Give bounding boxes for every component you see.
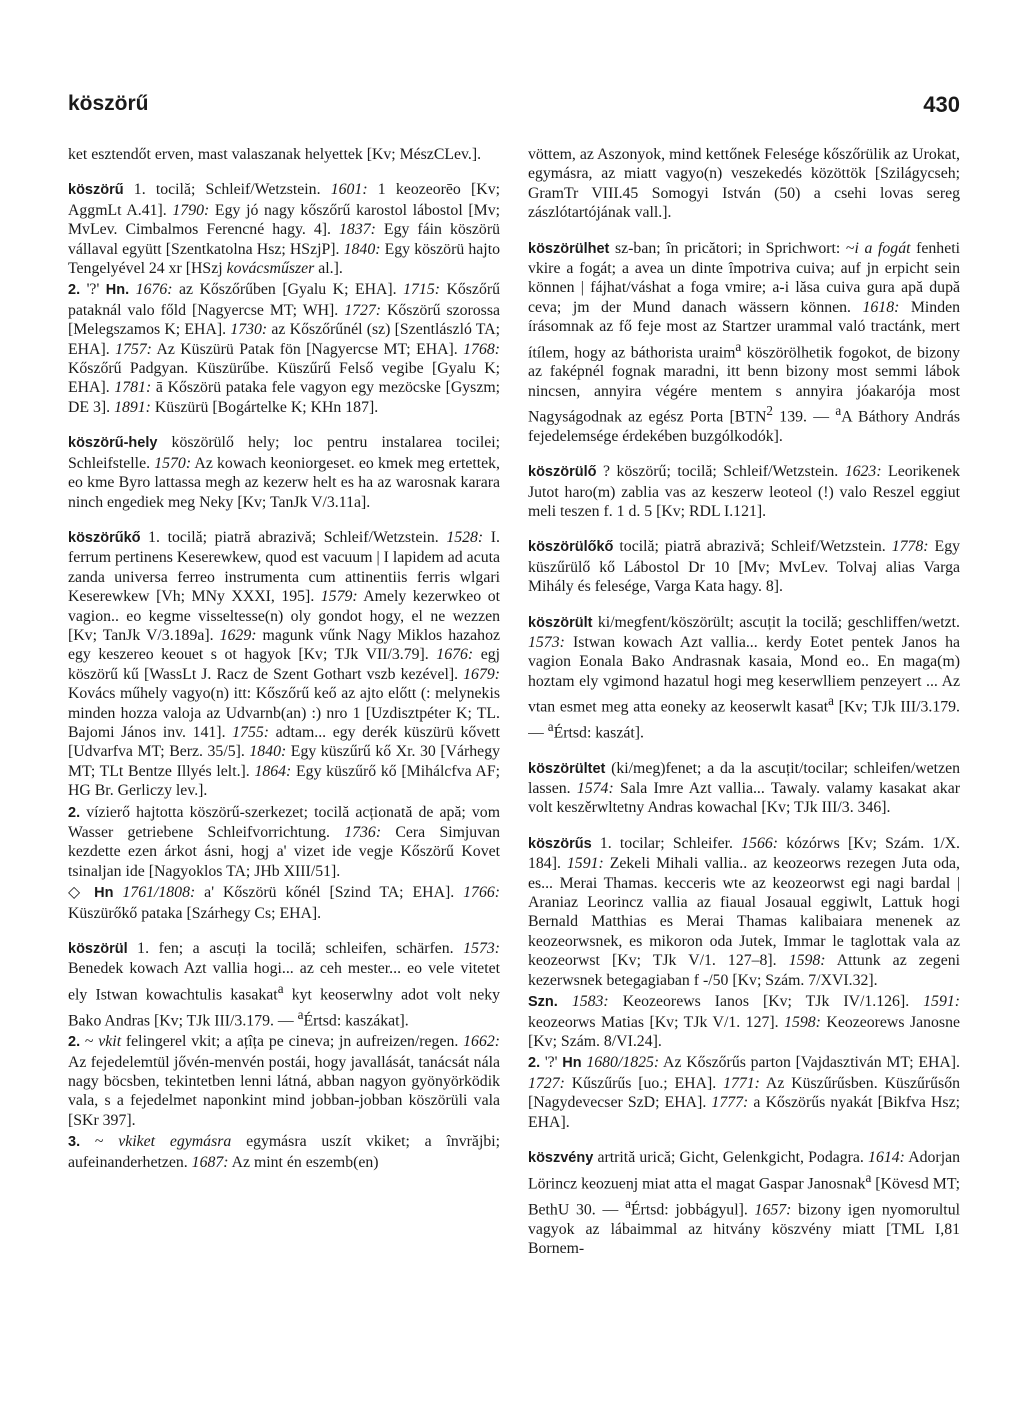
entry-text: Egy küszűrülő kő Lábostol Dr 10 [Mv; MvLev. Tolvaj alias Varga Mihály és felesége, Varga Kata hagy. 8]. (528, 538, 960, 596)
footnote-mark: a (277, 980, 284, 996)
entry-text: 1. fen; a ascuți la tocilă; schleifen, schärfen. (127, 940, 464, 958)
entry-text: Az Küszűrűsben. Küszűrűsőn [Nagydevecser SzD; EHA]. (528, 1074, 960, 1112)
entry-text: Értsd: kaszákat]. (303, 1011, 409, 1029)
entry-text: vöttem, az Aszonyok, mind kettőnek Felesége kőszőrülik az Urokat, egymásra, az miatt vagyo(n) veszekedés közöttök [Szilágycseh; GramTr VIII.45 Somogyi István (50) a csehi lovas sereg zászlótartójának vall.]. (528, 146, 960, 222)
entry-text: Kűszűrűs [uo.; EHA]. (564, 1074, 724, 1092)
headword: köszörül (68, 941, 128, 958)
entry-text: Benedek kowach Azt vallia hogi... az ceh mester... eo vele vitetet ely Istwan kowachtulis kasakat (68, 960, 500, 1004)
entry-text: egymásra uszít vkiket; a învrăjbi; aufeinanderhetzen. (68, 1133, 500, 1171)
sense-marker: Hn. (105, 282, 130, 299)
date-citation: 1891: (114, 398, 151, 416)
entry-text: ? köszörű; tocilă; Schleif/Wetzstein. (596, 463, 845, 481)
entry-text: Zekeli Mihali vallia.. az keozeorws rezegen Juta oda, es... Merai Thamas. kecceris wte az keozeorwst egi nagi bardal | Araniaz Leorincz vallia az fiaual Josaual eggiwlt, Lattuk hogi Bernald Matthias es Merai Thamas kalibaiara menenek az keozeorwsnek, es mikoron oda Jutek, Immar le taglottak vala az keozeorwst [Kv; TJk V/1. 127–8]. (528, 855, 960, 970)
headword: köszörülhet (528, 240, 610, 257)
date-citation: 1676: (436, 646, 474, 664)
entry-text: artrită urică; Gicht, Gelenkgicht, Podagra. (593, 1148, 869, 1166)
headword: köszörülőkő (528, 539, 614, 556)
date-citation: 1840: (343, 240, 381, 258)
page-header (68, 92, 960, 132)
entry-text: ~ (80, 1033, 99, 1051)
entry-text: kózórws [Kv; Szám. 1/X. 184]. (528, 834, 960, 873)
date-citation: 1591: (566, 855, 604, 873)
entry-text: Attunk az zegeni kezerwsnek betegagiaban f -/50 [Kv; Szám. 7/XVI.32]. (528, 952, 960, 989)
date-citation: vkit (98, 1033, 122, 1051)
date-citation: 1727: (344, 301, 382, 319)
date-citation: 1761/1808: (122, 884, 196, 902)
entry-text: Egy küszűrő kő [Mihálcfva AF; HG Br. Gerliczy lev.]. (68, 762, 500, 800)
entry-text: I. ferrum pertinens Keserewkew, quod est vacuum | I lapidem ad acuta zanda universa ferreo instrumenta cum attinentiis ferris wlgari Keserewkew [Vh; MNy XXXI, 195]. (68, 528, 500, 606)
entry-text: A Báthory András fejedelemsége érdekében buzgólkodók]. (528, 408, 960, 445)
date-citation: 1528: (446, 528, 484, 546)
entry-text: Értsd: jobbágyul]. (630, 1201, 755, 1219)
entry-text: Az Kőszőrűs parton [Vajdasztiván MT; EHA]. (659, 1054, 960, 1072)
entry-text: köszörölhetik fogokot, de bizony az faképnél fognak maradni, itt benn bizony most semmi lábok nincsen, annyira végére mentem s annyira jóakarója most Nagyságodnak az egész Porta [BTN (528, 343, 960, 426)
sense-marker: 2. (528, 1055, 541, 1072)
date-citation: 1676: (135, 281, 173, 299)
right-column (528, 145, 960, 1418)
entry-koszorus (528, 834, 960, 990)
footnote-mark: a (865, 1170, 872, 1186)
footnote-mark: a (297, 1006, 304, 1022)
date-citation: 1601: (330, 181, 368, 199)
entry-text (558, 993, 572, 1010)
entry-text: ā Kőszörü pataka fele vagyon egy mezöcske [Gyszm; DE 3]. (68, 379, 500, 416)
date-citation: 1715: (403, 281, 440, 299)
date-citation: 1757: (115, 340, 152, 358)
entry-koszorukko-2 (68, 803, 500, 882)
entry-koszoru-hely (68, 433, 500, 512)
entry-text: bizony igen nyomorultul vagyok az lábaimmal az hitvány köszvény miatt [TML I,81 Bornem- (528, 1201, 960, 1258)
entry-text: Cera Simjuvan kezdette ezen árkot ásni, hogj a' vizet ide vegje Kőszörű Kovet tsinaljan ide [Nagyoklos TA; JHb XIII/51]. (68, 824, 500, 880)
headword: köszvény (528, 1149, 594, 1166)
entry-koszorulhet (528, 239, 960, 447)
running-head: köszörű (68, 92, 149, 115)
entry-text: Egy küszűrű kő Xr. 30 [Várhegy MT; TLt Bentze Illyés lelt.]. (68, 743, 500, 780)
date-citation: vkiket egymásra (118, 1133, 232, 1151)
entry-text: [Kövesd MT; BethU 30. — (528, 1175, 960, 1219)
date-citation: 1777: (711, 1094, 749, 1112)
entry-text: Sala Imre Azt vallia... Tawaly. valamy kasakat akar volt keszěrwltetny Andras kowachal [Kv; TJk III/3. 346]. (528, 780, 960, 817)
headword: köszörű-hely (68, 435, 158, 452)
sense-marker: Szn. (528, 994, 558, 1011)
entry-text: Amely kezerwkeo ot vagion.. eo kegme visseltesse(n) oly gondot hogy, el ne wezzen [Kv; TanJk V/3.189a]. (68, 588, 500, 644)
entry-text: ki/megfent/köszörült; ascuțit la tocilă; geschliffen/wetzt. (592, 613, 960, 631)
entry-text: ket esztendőt erven, mast valaszanak helyettek [Kv; MészCLev.]. (68, 146, 482, 163)
entry-koszorus-2 (528, 1053, 960, 1132)
date-citation: 1864: (254, 762, 292, 780)
entry-text: adtam... egy derék küszürü kővett [Udvarfva MT; Berz. 35/5]. (68, 723, 500, 761)
entry-text: Küszürőkő pataka [Szárhegy Cs; EHA]. (68, 904, 322, 922)
date-citation: 1629: (219, 626, 257, 644)
entry-cont (68, 145, 500, 164)
entry-text: Küszürü [Bogártelke K; KHn 187]. (150, 398, 379, 416)
headword: köszörült (528, 614, 593, 631)
date-citation: 1657: (754, 1201, 792, 1219)
entry-text: Az kowach keoniorgeset. eo kmek meg ertettek, eo kme Byro lattassa megh az kezerw helt es ha az warosnak karara ninch engediek meg Neky [Kv; TanJk V/3.11a]. (68, 454, 500, 511)
entry-text: felingerel vkit; a ațîța pe cineva; jn aufreizen/regen. (121, 1033, 464, 1051)
entry-koszorul (68, 939, 500, 1030)
date-citation: 1730: (230, 321, 268, 339)
entry-text: Minden írásomnak az fő feje most az Startzer urammal való tractánk, mert ítílem, hogy az báthorista uraim (528, 298, 960, 361)
date-citation: 1766: (463, 884, 500, 902)
date-citation: i a fogát (854, 239, 911, 257)
date-citation: 1573: (463, 940, 500, 958)
entry-text: '?' (80, 281, 106, 299)
sense-marker: 3. (68, 1134, 81, 1151)
entry-text: Adorjan Lörincz keozuenj miat atta el magat Gaspar Janosnak (528, 1148, 960, 1193)
footnote-mark: 2 (766, 403, 773, 419)
entry-text: Egy jó nagy kőszőrű karostol lábostol [Mv; MvLev. Cimbalmos Ferencné hagy. 4]. (68, 201, 500, 239)
entry-text: keozeorws Matias [Kv; TJk V/1. 127]. (528, 1013, 785, 1031)
entry-text: '?' (540, 1054, 563, 1072)
entry-text: Istwan kowach Azt vallia... kerdy Eotet pentek Janos ha vagion Eonala Bako Andrasnak kasaia, Mond eo.. En maga(m) hoztam ely vgimond hazatul hogi meg keserwlliem penzeyert ... Az vtan esmet meg atta eoneky az keoserwlt kasat (528, 634, 960, 716)
date-citation: 1755: (232, 723, 270, 741)
date-citation: 1662: (463, 1033, 500, 1051)
sense-marker: Hn (94, 885, 114, 902)
entry-koszorult (528, 613, 960, 743)
entry-text: Egy fáin köszörü vállaval együtt [Szentkatolna Hsz; HSzjP]. (68, 221, 500, 258)
sense-marker: 2. (68, 804, 81, 821)
entry-text: a' Kőszörü kőnél [Szind TA; EHA]. (195, 884, 464, 902)
entry-text: kyt keoserwlny adot volt neky Bako Andras [Kv; TJk III/3.179. — (68, 986, 500, 1029)
entry-koszorul-3 (68, 1132, 500, 1172)
date-citation: 1781: (114, 379, 152, 397)
headword: köszörülő (528, 464, 597, 481)
footnote-mark: a (547, 718, 554, 734)
entry-text: Értsd: kaszát]. (553, 724, 644, 742)
footnote-mark: a (835, 403, 842, 419)
entry-koszorulo (528, 462, 960, 521)
entry-koszorukko (68, 528, 500, 801)
entry-text: Leorikenek Jutot haro(m) zablia vas az keszerw leoteol (!) valo Reszel eggiut meli teszen f. 1 d. 5 [Kv; RDL I.121]. (528, 463, 960, 521)
date-citation: 1579: (320, 588, 358, 606)
footnote-mark: a (625, 1196, 631, 1212)
footnote-mark: a (735, 338, 742, 354)
entry-koszoru (68, 180, 500, 278)
date-citation: 1680/1825: (586, 1054, 660, 1072)
date-citation: kovácsműszer (226, 260, 315, 278)
entry-koszorukko-hn (68, 883, 500, 923)
date-citation: 1679: (463, 665, 500, 683)
sense-marker: 2. (68, 282, 81, 299)
entry-text: az Kőszőrűben [Gyalu K; EHA]. (172, 281, 404, 299)
entry-koszorultet (528, 759, 960, 818)
date-citation: 1574: (576, 780, 614, 798)
entry-text: egj köszörű kű [WassLt J. Racz de Szent Gothart vszb kezével]. (68, 646, 500, 683)
entry-text: Az mint én eszemb(en) (228, 1153, 379, 1171)
date-citation: 1736: (344, 824, 382, 841)
entry-text: köszörülő hely; loc pentru instalarea tocilei; Schleifstelle. (68, 434, 500, 472)
entry-text: al.]. (314, 260, 343, 278)
entry-koszoru-2 (68, 280, 500, 417)
entry-text: ◇ (68, 884, 95, 902)
entry-koszveny (528, 1148, 960, 1259)
entry-text: az Kőszőrűnél (sz) [Szentlászló TA; EHA]. (68, 321, 500, 358)
entry-text: Kőszőrű pataknál valo főld [Nagyercse MT; WH]. (68, 281, 500, 319)
date-citation: 1768: (463, 340, 500, 358)
sense-marker: Hn (562, 1055, 582, 1072)
entry-text: 1. tocilar; Schleifer. (591, 834, 742, 852)
entry-text: Kőszörű szorossa [Melegszamos K; EHA]. (68, 301, 500, 339)
entry-text: Keozeorews Janosne [Kv; Szám. 8/VI.24]. (528, 1013, 960, 1050)
left-column (68, 145, 500, 1418)
headword: köszörültet (528, 760, 606, 777)
entry-cont (528, 145, 960, 223)
date-citation: 1790: (172, 201, 210, 219)
date-citation: 1623: (844, 463, 882, 481)
date-citation: 1840: (249, 743, 287, 761)
date-citation: 1687: (191, 1153, 229, 1171)
date-citation: 1727: (528, 1074, 565, 1092)
entry-text: Az Küszürü Patak fön [Nagyercse MT; EHA]. (151, 340, 464, 358)
sense-marker: 2. (68, 1034, 81, 1051)
date-citation: 1598: (784, 1013, 821, 1031)
date-citation: 1771: (723, 1074, 760, 1092)
entry-text: fenheti vkire a fogát; a avea un dinte împotriva cuiva; auf jn erpicht sein können | fájhat/váshat a foga vmire; a-i lăsa cuiva gura apă după ceva; jm der Mund danach wässern können. (528, 239, 960, 316)
entry-text: 1. tocilă; Schleif/Wetzstein. (123, 181, 331, 199)
entry-text: 1 keozeorēo [Kv; AggmLt A.41]. (68, 181, 500, 219)
date-citation: 1591: (923, 993, 960, 1011)
entry-text: Egy köszörü hajto Tengelyével 24 xr [HSzj (68, 240, 500, 278)
date-citation: 1778: (891, 538, 929, 556)
date-citation: 1573: (528, 634, 565, 652)
footnote-mark: a (828, 693, 834, 709)
date-citation: 1618: (862, 298, 900, 316)
date-citation: 1583: (571, 993, 609, 1011)
headword: köszörűkő (68, 529, 141, 546)
entry-koszorulokko (528, 537, 960, 596)
date-citation: 1598: (788, 952, 826, 970)
date-citation: 1837: (339, 221, 376, 239)
entry-text: magunk vűnk Nagy Miklos hazahoz egy keszereo keouet s ot hagyok [Kv; TJk VII/3.79]. (68, 626, 500, 664)
entry-koszorul-2 (68, 1032, 500, 1130)
entry-text: [Kv; TJk III/3.179. — (528, 698, 960, 742)
entry-text: a Kőszörűs nyakát [Bikfva Hsz; EHA]. (528, 1094, 960, 1131)
entry-koszorus-szn (528, 992, 960, 1051)
entry-text: 139. — (772, 408, 836, 426)
page-number: 430 (923, 92, 960, 117)
date-citation: 1570: (154, 454, 192, 472)
entry-text: 1. tocilă; piatră abrazivă; Schleif/Wetzstein. (140, 528, 447, 546)
entry-text: tocilă; piatră abrazivă; Schleif/Wetzstein. (613, 538, 892, 556)
headword: köszörű (68, 182, 124, 199)
entry-text: Kőszőrű Padgyan. Küszürűbe. Küszűrű Felső vegibe [Gyalu K; EHA]. (68, 360, 500, 397)
entry-text: (ki/meg)fenet; a da la ascuțit/tocilar; schleifen/wetzen lassen. (528, 759, 960, 798)
entry-text: vízierő hajtotta köszörű-szerkezet; tocilă acționată de apă; vom Wasser getriebene Schleifvorrichtung. (68, 803, 500, 841)
date-citation: 1566: (741, 834, 779, 852)
entry-text: sz-ban; în pricători; in Sprichwort: ~ (609, 239, 855, 257)
headword: köszörűs (528, 835, 592, 852)
entry-text: Kovács műhely vagyo(n) itt: Kőszőrű keő az ajto előtt (: melynekis minden hozza valoja az Udvarnb(an) :) nro 1 [Uzdisztpéter K; TL. Bajomi János inv. 141]. (68, 685, 500, 741)
entry-text: Az fejedelemtül jővén-menvén postái, hogy javallását, tanácsát nála nagy böcsben, tekintetben lenni látná, abban nagyon gyönyörködik vala, s a fejedelmet naponkint mind jobban-jobban köszörüli vala [SKr 397]. (68, 1053, 500, 1129)
entry-text: Keozeorews Ianos [Kv; TJk IV/1.126]. (608, 993, 924, 1011)
date-citation: 1614: (868, 1148, 905, 1166)
entry-text: ~ (80, 1133, 119, 1151)
